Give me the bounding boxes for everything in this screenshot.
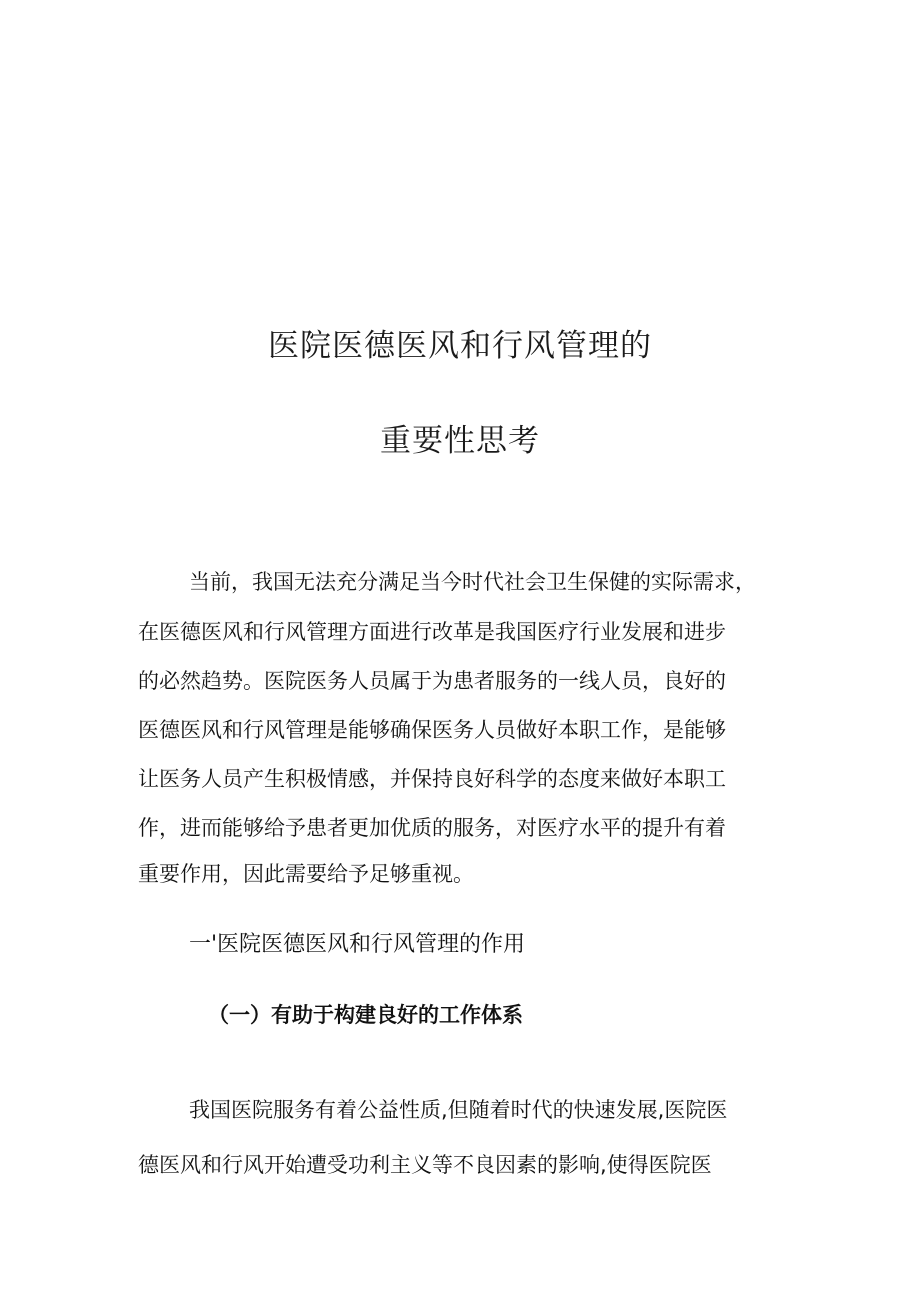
subsection-heading-1: （一）有助于构建良好的工作体系 — [208, 1003, 523, 1027]
paragraph-2-line-1: 我国医院服务有着公益性质,但随着时代的快速发展,医院医 — [189, 1098, 728, 1122]
section-heading-1: 一'医院医德医风和行风管理的作用 — [189, 932, 526, 957]
paragraph-1-line-1: 当前，我国无法充分满足当今时代社会卫生保健的实际需求， — [189, 570, 756, 594]
paragraph-2-line-2: 德医风和行风开始遭受功利主义等不良因素的影响,使得医院医 — [138, 1153, 712, 1177]
paragraph-1-line-3: 的必然趋势。医院医务人员属于为患者服务的一线人员，良好的 — [138, 669, 726, 693]
paragraph-1-line-5: 让医务人员产生积极情感，并保持良好科学的态度来做好本职工 — [138, 767, 726, 791]
paragraph-1-line-6: 作，进而能够给予患者更加优质的服务，对医疗水平的提升有着 — [138, 816, 726, 840]
paragraph-1-line-2: 在医德医风和行风管理方面进行改革是我国医疗行业发展和进步 — [138, 620, 726, 644]
document-title-line-2: 重要性思考 — [380, 423, 540, 459]
paragraph-1-line-4: 医德医风和行风管理是能够确保医务人员做好本职工作，是能够 — [138, 718, 726, 742]
document-title-line-1: 医院医德医风和行风管理的 — [268, 328, 652, 364]
paragraph-1-line-7: 重要作用，因此需要给予足够重视。 — [138, 862, 474, 886]
